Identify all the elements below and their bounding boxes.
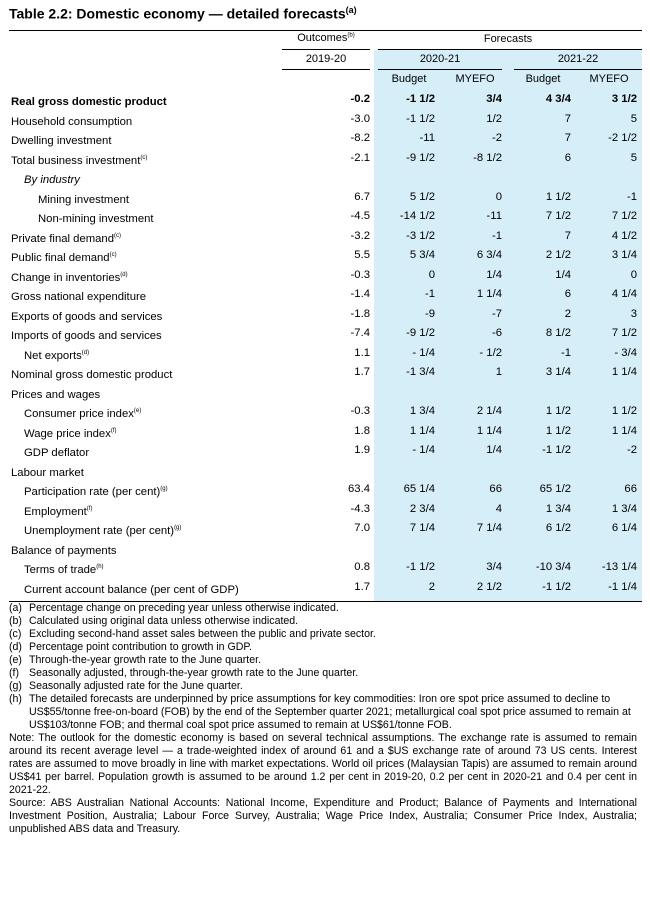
row-label: Labour market [11,466,84,479]
table-row [0,500,650,519]
table-row [0,461,650,480]
table-row [0,168,650,187]
footnote-key: (f) [9,667,19,679]
row-value: 1.9 [354,444,370,456]
footnote [9,602,637,615]
row-value: - 1/2 [479,346,502,359]
row-value: 5.5 [354,249,370,261]
row-value: 1/4 [555,268,571,281]
footnote [9,667,637,680]
assumptions-note: Note: The outlook for the domestic economy is based on several technical assumptions. The exchange rate is assumed to remain around its recent average level — a trade-weighted index of around 61 and a $US exchange rate of around 73 US cents. Interest rates are assumed to move broadly in line with market expectations. World oil prices (Malaysian Tapis) are assumed to remain around US$41 per barrel. Population growth is assumed to be around 1.2 per cent in 2019-20, 0.2 per cent in 2020-21 and 0.4 per cent in 2021-22. [9,732,637,796]
row-footnote-marker: (h) [96,564,104,570]
row-value: 5 [630,151,637,164]
table-row [0,227,650,246]
row-value: 1 [495,366,502,378]
row-value: 2 [428,580,435,593]
row-label: Real gross domestic product [11,95,167,108]
row-label: Consumer price index$^{(e)}$ [24,407,142,420]
row-value: 3/4 [486,561,502,573]
title-footnote-marker: (a) [345,5,357,15]
row-value: -2 [626,444,637,456]
footnote-text: Calculated using original data unless otherwise indicated. [29,615,299,627]
row-footnote-marker: (e) [133,408,142,414]
row-footnote-marker: (d) [81,349,90,356]
row-value: 1 1/4 [611,366,637,378]
table-row [0,266,650,285]
row-value: 0 [428,268,435,281]
row-value: -7 [491,307,502,320]
footnote-key: (c) [9,628,22,640]
footnote-text: Percentage change on preceding year unless otherwise indicated. [29,602,339,614]
year-2-rule [514,69,642,70]
row-value: 1/4 [486,268,502,281]
footnote [9,615,637,628]
table-row [0,188,650,207]
col-myefo-1: MYEFO [455,73,495,85]
row-value: -13 1/4 [601,561,637,573]
footnote-text: Excluding second-hand asset sales between the public and private sector. [29,628,376,640]
row-value: 1.7 [354,366,370,378]
row-value: 1 3/4 [545,502,571,515]
row-value: -1 1/2 [542,444,571,456]
row-value: -7.4 [350,327,370,339]
source-note: Source: ABS Australian National Accounts: National Income, Expenditure and Product; Balance of Payments and International Investment Position, Australia; Labour Force Survey, Australia; Wage Price Index, Australia; Consumer Price Index, Australia; unpublished ABS data and Treasury. [9,797,637,835]
row-value: 5 1/2 [409,190,435,203]
table-row [0,246,650,265]
row-footnote-marker: (c) [140,154,148,161]
row-label: Imports of goods and services [11,329,162,342]
row-footnote-marker: (d) [120,271,128,278]
row-value: 2 1/2 [476,580,502,593]
row-value: -6 [491,327,502,339]
row-label: Prices and wages [11,388,101,401]
row-label: Household consumption [11,115,133,128]
row-value: 7.0 [354,522,370,534]
row-value: -1 1/2 [406,112,435,125]
row-value: 2 1/2 [545,249,571,261]
row-value: 6 1/4 [611,522,637,534]
row-value: 6 1/2 [545,522,571,534]
row-value: -14 1/2 [399,210,435,222]
row-value: -0.3 [350,405,370,417]
row-value: 65 1/4 [403,483,435,495]
table-row [0,519,650,538]
row-value: 66 [489,483,502,495]
table-row [0,110,650,129]
row-label: Participation rate (per cent)$^{(g)}$ [24,485,168,498]
row-value: -3.2 [350,229,370,242]
row-value: -1 3/4 [406,366,435,378]
table-row [0,558,650,577]
footnote-key: (g) [9,680,22,692]
footnote [9,641,637,654]
row-value: -2 1/2 [608,132,637,144]
row-value: 3 1/4 [545,366,571,378]
row-value: 6.7 [354,190,370,203]
table-row [0,578,650,597]
row-label: Change in inventories$^{(d)}$ [11,271,128,284]
row-value: 7 1/2 [611,210,637,222]
row-label: Private final demand$^{(c)}$ [11,232,121,245]
row-value: 63.4 [348,483,370,495]
table-row [0,539,650,558]
footnote-text: Seasonally adjusted, through-the-year growth rate to the June quarter. [29,667,359,679]
footnote-key: (d) [9,641,22,653]
row-value: 6 [564,288,571,300]
row-footnote-marker: (f) [110,427,117,434]
row-value: 5 [630,112,637,125]
row-value: 7 1/4 [409,522,435,534]
row-value: -11 [486,210,502,222]
row-value: -2 [491,132,502,144]
footnote [9,693,637,732]
row-value: 3 [630,307,637,320]
row-value: -1.8 [350,307,370,320]
row-label: Current account balance (per cent of GDP) [24,583,239,596]
footnote-text: The detailed forecasts are underpinned by price assumptions for key commodities: Iron ore spot price assumed to decline to US$55/tonne free-on-board (FOB) by the end of the September quarter 2021; metallurgical coal spot price assumed to remain at US$103/tonne FOB; and thermal coal spot price assumed to remain at US$61/tonne FOB. [29,693,631,731]
row-value: 65 1/2 [539,483,571,495]
row-value: -1 1/2 [406,93,435,105]
forecasts-rule [378,49,642,50]
row-value: -10 3/4 [535,561,571,573]
row-value: 0 [630,268,637,281]
row-value: -9 1/2 [406,327,435,339]
row-value: -0.3 [350,268,370,281]
row-value: 7 1/4 [476,522,502,534]
row-label: Total business investment$^{(c)}$ [11,154,148,167]
row-label: Employment$^{(f)}$ [24,505,93,518]
row-value: -1 [424,288,435,300]
table-row [0,441,650,460]
row-footnote-marker: (g) [160,486,168,492]
row-label: Net exports$^{(d)}$ [24,349,90,362]
row-value: 0 [495,190,502,203]
row-value: -1 1/4 [608,580,637,593]
table-title: Table 2.2: Domestic economy — detailed forecasts$^{(a)}$ [9,5,357,22]
row-value: 7 [564,229,571,242]
row-value: 8 1/2 [545,327,571,339]
row-value: 4 3/4 [545,93,571,105]
table-row [0,422,650,441]
row-value: 7 1/2 [611,327,637,339]
row-footnote-marker: (c) [109,252,117,258]
row-label: Non-mining investment [38,212,154,225]
year-1-rule [378,69,502,70]
outcomes-rule [282,49,370,50]
row-value: 1 3/4 [409,405,435,417]
table-row [0,90,650,109]
footnote-key: (h) [9,693,22,705]
table-row [0,149,650,168]
row-value: 1 1/2 [611,405,637,417]
row-label: Terms of trade$^{(h)}$ [24,563,104,576]
row-label: Gross national expenditure [11,290,147,303]
row-label: Balance of payments [11,544,117,557]
row-value: 4 1/4 [611,288,637,300]
notes-block [9,602,637,836]
row-label: Nominal gross domestic product [11,368,173,381]
footnotes-list [9,602,637,732]
row-value: 66 [624,483,637,495]
footnote-key: (e) [9,654,22,666]
row-value: 7 [564,132,571,144]
row-value: 1 1/2 [545,405,571,417]
table-row [0,402,650,421]
row-value: -2.1 [350,151,370,164]
table-row [0,305,650,324]
footnote [9,628,637,641]
row-label: Dwelling investment [11,134,112,147]
year-outcome-header: 2019-20 [305,53,347,65]
row-value: 1.8 [354,424,370,437]
row-value: -1 [560,346,571,359]
col-budget-1: Budget [391,73,427,85]
row-label: Mining investment [38,193,130,206]
table-row [0,344,650,363]
footnote-key: (b) [9,615,22,627]
col-myefo-2: MYEFO [589,73,629,85]
row-value: - 3/4 [614,346,637,359]
row-value: 1.7 [354,580,370,593]
footnote-key: (a) [9,602,22,614]
row-value: -1 1/2 [542,580,571,593]
row-value: -8.2 [350,132,370,144]
row-value: 0.8 [354,561,370,573]
table-row [0,383,650,402]
row-value: -1 [626,190,637,203]
footnote-text: Seasonally adjusted rate for the June quarter. [29,680,243,692]
year-2-header: 2021-22 [557,53,599,65]
row-value: 1 3/4 [611,502,637,515]
row-value: 4 [495,502,502,515]
row-footnote-marker: (f) [86,505,93,512]
row-value: 7 1/2 [545,210,571,222]
row-value: 6 3/4 [476,249,502,261]
row-value: 2 1/4 [476,405,502,417]
row-value: -3 1/2 [406,229,435,242]
table-row [0,129,650,148]
footnote [9,680,637,693]
outcomes-header: Outcomes$^{(b)}$ [297,32,355,44]
row-value: 1.1 [354,346,370,359]
row-value: 1 1/2 [545,424,571,437]
footnote [9,654,637,667]
row-value: 1/2 [486,112,502,125]
row-value: -9 [424,307,435,320]
col-budget-2: Budget [525,73,561,85]
row-label: Wage price index$^{(f)}$ [24,427,117,440]
row-value: 1 1/2 [545,190,571,203]
row-value: -3.0 [350,112,370,125]
row-value: - 1/4 [412,444,435,456]
row-value: 1 1/4 [409,424,435,437]
row-value: 6 [564,151,571,164]
row-value: 3/4 [486,93,502,105]
row-label: Unemployment rate (per cent)$^{(g)}$ [24,524,182,537]
footnote-text: Through-the-year growth rate to the June quarter. [29,654,262,666]
row-label: By industry [24,173,80,186]
row-value: -11 [419,132,435,144]
footnote-text: Percentage point contribution to growth in GDP. [29,641,252,653]
row-value: -1 [491,229,502,242]
row-value: 3 1/2 [611,93,637,105]
row-value: -4.5 [350,210,370,222]
year-1-header: 2020-21 [419,53,461,65]
table-row [0,324,650,343]
row-value: 5 3/4 [409,249,435,261]
row-value: 7 [564,112,571,125]
row-value: 1 1/4 [611,424,637,437]
table-row [0,480,650,499]
row-value: 1/4 [486,444,502,456]
forecasts-header: Forecasts [483,33,533,45]
table-row [0,207,650,226]
table-row [0,363,650,382]
row-value: -8 1/2 [473,151,502,164]
row-footnote-marker: (g) [174,525,182,531]
title-rule [9,30,642,31]
row-footnote-marker: (c) [114,232,121,239]
row-value: 1 1/4 [476,424,502,437]
row-value: -9 1/2 [406,151,435,164]
row-label: Public final demand$^{(c)}$ [11,251,117,264]
row-value: 1 1/4 [476,288,502,300]
year-outcome-rule [282,69,370,70]
row-value: -1 1/2 [406,561,435,573]
row-label: GDP deflator [24,446,90,459]
row-value: - 1/4 [412,346,435,359]
row-value: 2 3/4 [409,502,435,515]
row-value: -1.4 [350,288,370,300]
row-value: -0.2 [350,93,370,105]
table-row [0,285,650,304]
row-value: 2 [564,307,571,320]
row-value: -4.3 [350,502,370,515]
row-value: 4 1/2 [611,229,637,242]
row-value: 3 1/4 [611,249,637,261]
row-label: Exports of goods and services [11,310,163,323]
